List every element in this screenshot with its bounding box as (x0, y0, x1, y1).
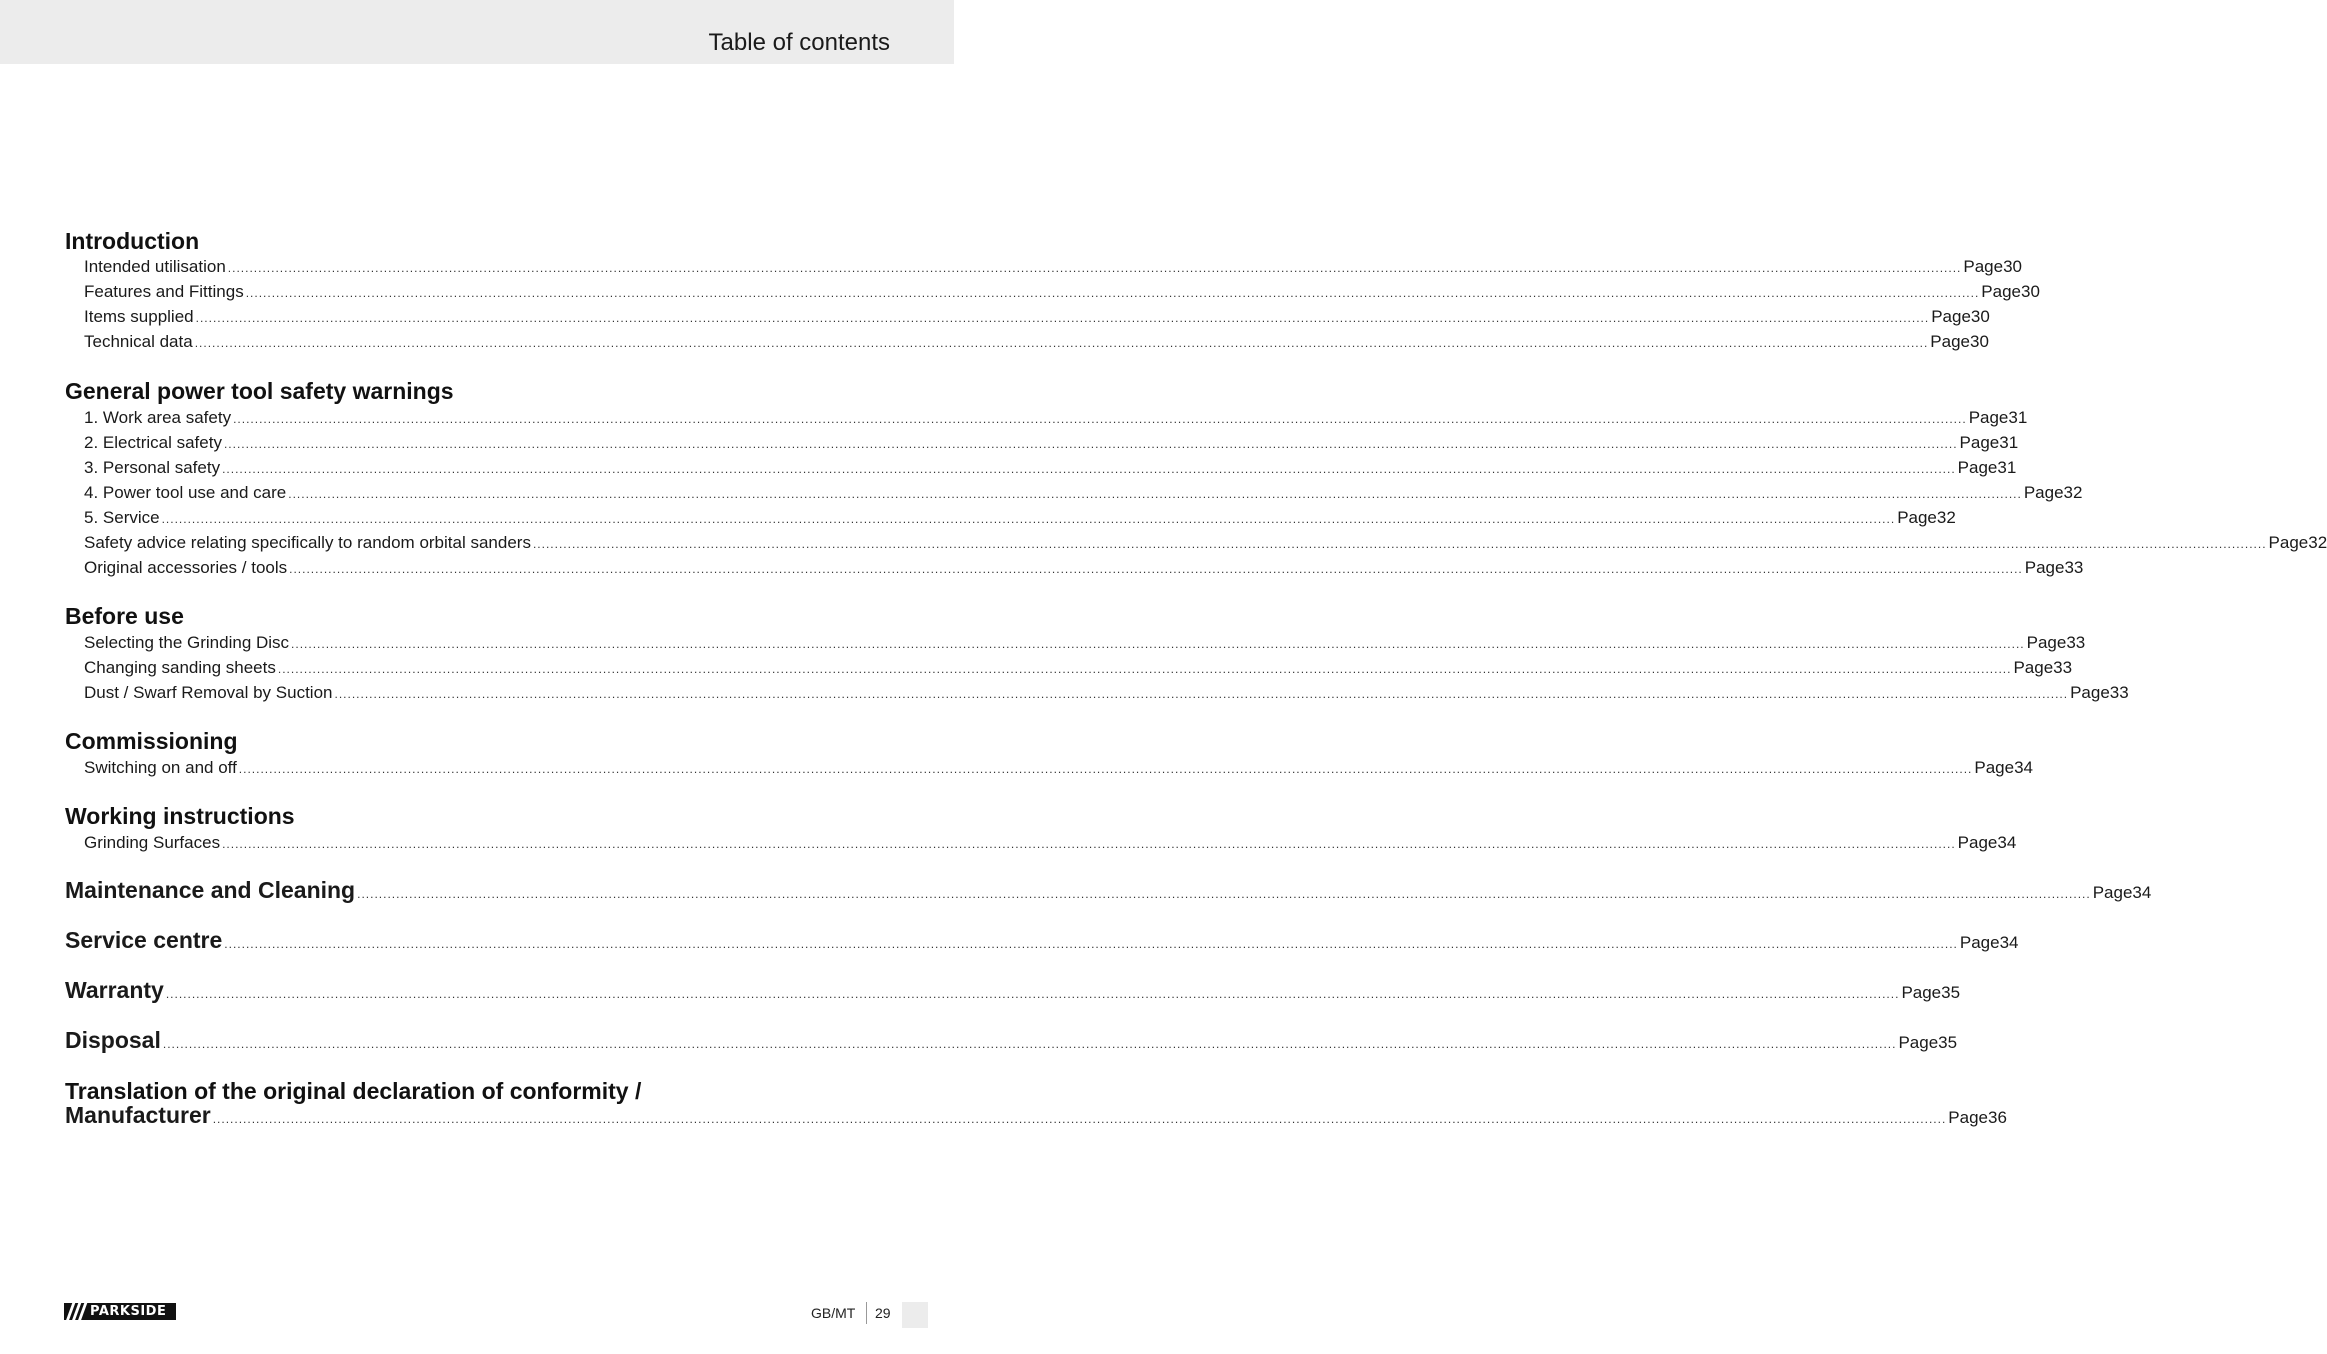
toc-leader-dots: ................................................................................................................................................................................................................................................................................................................................................................................................................ (238, 762, 1973, 776)
toc-leader-dots: ................................................................................................................................................................................................................................................................................................................................................................................................................ (532, 537, 2267, 551)
toc-leader-dots: ................................................................................................................................................................................................................................................................................................................................................................................................................ (222, 462, 1956, 476)
page-number: 32 (2308, 533, 2327, 552)
toc-entry-label: Service centre (65, 927, 223, 953)
toc-page-ref (1960, 431, 2019, 455)
page-word: Page (1898, 1033, 1939, 1052)
page-number: 30 (2003, 257, 2022, 276)
page-number: 32 (2063, 483, 2083, 502)
footer-tab-marker (902, 1302, 928, 1328)
toc-page-ref (1931, 305, 1990, 329)
toc-entry[interactable] (84, 831, 2017, 855)
page-word: Page (2023, 483, 2064, 502)
toc-page-ref (2013, 656, 2072, 680)
toc-entry[interactable] (84, 255, 2022, 279)
section-title: Introduction (65, 228, 200, 254)
logo-stripes-icon (64, 1303, 90, 1320)
toc-entry-label: Technical data (84, 332, 193, 351)
toc-entry-label: Disposal (65, 1027, 161, 1053)
page-number: 34 (2132, 883, 2152, 902)
toc-page-ref (2093, 881, 2152, 905)
section-title: Commissioning (65, 728, 238, 754)
page-word: Page (1963, 257, 2004, 276)
toc-page-ref (1930, 330, 1989, 354)
toc-entry-label: 2. Electrical safety (84, 433, 222, 452)
page-number: 30 (1969, 332, 1989, 351)
page-number: 35 (1938, 1033, 1958, 1052)
toc-entry-label: 1. Work area safety (84, 408, 232, 427)
page-number: 30 (2021, 282, 2040, 301)
page-number: 34 (1999, 933, 2019, 952)
toc-leader-dots: ................................................................................................................................................................................................................................................................................................................................................................................................................ (223, 437, 1958, 451)
toc-entry-label: Manufacturer (65, 1102, 211, 1128)
page-number: 31 (1997, 458, 2017, 477)
toc-leader-dots: ................................................................................................................................................................................................................................................................................................................................................................................................................ (245, 286, 1980, 300)
toc-leader-dots: ................................................................................................................................................................................................................................................................................................................................................................................................................ (224, 937, 1958, 951)
toc-entry-label: 5. Service (84, 508, 160, 527)
page-number: 35 (1941, 983, 1961, 1002)
page-number: 30 (1970, 307, 1990, 326)
toc-leader-dots: ................................................................................................................................................................................................................................................................................................................................................................................................................ (222, 837, 1956, 851)
toc-entry-label: 4. Power tool use and care (84, 483, 287, 502)
page-number: 33 (2066, 633, 2086, 652)
toc-entry[interactable] (84, 330, 1989, 354)
toc-leader-dots: ................................................................................................................................................................................................................................................................................................................................................................................................................ (165, 987, 1900, 1001)
toc-page-ref (2024, 481, 2083, 505)
toc-page-ref (1974, 756, 2033, 780)
section-title: General power tool safety warnings (65, 378, 454, 404)
page-number: 31 (1999, 433, 2019, 452)
toc-entry[interactable] (84, 656, 2073, 680)
toc-entry[interactable] (84, 456, 2017, 480)
page-word: Page (1959, 433, 2000, 452)
toc-page-ref (1969, 406, 2028, 430)
toc-entry-label: Items supplied (84, 307, 194, 326)
toc-main-entry[interactable] (65, 877, 2152, 903)
toc-entry[interactable] (84, 481, 2083, 505)
page-number: 34 (2014, 758, 2034, 777)
toc-entry-label: Changing sanding sheets (84, 658, 276, 677)
toc-leader-dots: ................................................................................................................................................................................................................................................................................................................................................................................................................ (357, 887, 2091, 901)
parkside-logo (64, 1303, 176, 1320)
toc-entry-label: Safety advice relating specifically to random orbital sanders (84, 533, 531, 552)
page-word: Page (2024, 558, 2065, 577)
toc-page-ref (2025, 556, 2084, 580)
footer-page-number: 29 (875, 1305, 891, 1321)
page-word: Page (1901, 983, 1942, 1002)
toc-entry[interactable] (84, 531, 2327, 555)
toc-page-ref (1958, 831, 2017, 855)
page-number: 33 (2053, 658, 2073, 677)
page-number: 32 (1936, 508, 1956, 527)
section-title: Working instructions (65, 803, 295, 829)
toc-page-ref (1960, 931, 2019, 955)
toc-leader-dots: ................................................................................................................................................................................................................................................................................................................................................................................................................ (212, 1112, 1947, 1126)
toc-entry[interactable] (84, 681, 2129, 705)
section-title: Before use (65, 603, 184, 629)
toc-main-entry[interactable] (65, 1027, 1958, 1053)
toc-entry-label: Original accessories / tools (84, 558, 288, 577)
page-word: Page (2026, 633, 2067, 652)
toc-entry[interactable] (84, 406, 2028, 430)
toc-page-ref (1981, 280, 2040, 304)
toc-page-ref (1958, 456, 2017, 480)
toc-entry-label: Dust / Swarf Removal by Suction (84, 683, 333, 702)
toc-entry-label: Grinding Surfaces (84, 833, 221, 852)
toc-page-ref (1901, 981, 1960, 1005)
page-word: Page (2268, 533, 2309, 552)
page-word: Page (1959, 933, 2000, 952)
page-word: Page (2013, 658, 2054, 677)
toc-leader-dots: ................................................................................................................................................................................................................................................................................................................................................................................................................ (227, 261, 1962, 275)
toc-entry[interactable] (84, 280, 2040, 304)
page-header (0, 0, 954, 64)
toc-page-ref (2070, 681, 2129, 705)
toc-entry-label: Switching on and off (84, 758, 237, 777)
toc-leader-dots: ................................................................................................................................................................................................................................................................................................................................................................................................................ (277, 662, 2012, 676)
toc-leader-dots: ................................................................................................................................................................................................................................................................................................................................................................................................................ (162, 1037, 1897, 1051)
footer-divider (866, 1302, 867, 1324)
toc-page-ref (1898, 1031, 1957, 1055)
page-number: 31 (2008, 408, 2028, 427)
toc-page-ref (1963, 255, 2022, 279)
page-number: 36 (1988, 1108, 2007, 1127)
toc-main-entry[interactable] (65, 977, 1961, 1003)
toc-page-ref (1948, 1106, 2007, 1130)
toc-leader-dots: ................................................................................................................................................................................................................................................................................................................................................................................................................ (195, 311, 1930, 325)
toc-main-entry[interactable] (65, 1102, 2007, 1128)
toc-leader-dots: ................................................................................................................................................................................................................................................................................................................................................................................................................ (334, 687, 2069, 701)
toc-leader-dots: ................................................................................................................................................................................................................................................................................................................................................................................................................ (291, 637, 2025, 651)
toc-leader-dots: ................................................................................................................................................................................................................................................................................................................................................................................................................ (194, 336, 1929, 350)
toc-entry[interactable] (84, 506, 1956, 530)
page-number: 33 (2064, 558, 2084, 577)
page-word: Page (1957, 458, 1998, 477)
toc-entry[interactable] (84, 756, 2034, 780)
toc-entry-label: Features and Fittings (84, 282, 244, 301)
logo-brand-text: PARKSIDE (90, 1304, 167, 1319)
page-word: Page (2070, 683, 2110, 702)
page-number: 34 (1997, 833, 2017, 852)
page-word: Page (2092, 883, 2133, 902)
page-word: Page (1968, 408, 2009, 427)
page-title: Table of contents (708, 29, 890, 56)
toc-entry-label: Maintenance and Cleaning (65, 877, 356, 903)
toc-page-ref (1897, 506, 1956, 530)
toc-entry-label: Intended utilisation (84, 257, 226, 276)
toc-entry-label: Warranty (65, 977, 164, 1003)
page-word: Page (1981, 282, 2021, 301)
toc-entry[interactable] (84, 556, 2084, 580)
toc-leader-dots: ................................................................................................................................................................................................................................................................................................................................................................................................................ (289, 562, 2023, 576)
page-word: Page (1948, 1108, 1988, 1127)
toc-entry[interactable] (84, 631, 2086, 655)
page-word: Page (1931, 307, 1971, 326)
toc-leader-dots: ................................................................................................................................................................................................................................................................................................................................................................................................................ (161, 512, 1896, 526)
footer-language: GB/MT (811, 1305, 856, 1321)
toc-main-entry[interactable] (65, 927, 2019, 953)
page-word: Page (1930, 332, 1970, 351)
toc-entry-label: Selecting the Grinding Disc (84, 633, 290, 652)
page-word: Page (1974, 758, 2015, 777)
toc-leader-dots: ................................................................................................................................................................................................................................................................................................................................................................................................................ (288, 487, 2022, 501)
page-number: 33 (2109, 683, 2129, 702)
toc-page-ref (2269, 531, 2327, 555)
toc-entry-label: 3. Personal safety (84, 458, 221, 477)
page-word: Page (1957, 833, 1998, 852)
toc-leader-dots: ................................................................................................................................................................................................................................................................................................................................................................................................................ (233, 412, 1967, 426)
toc-entry[interactable] (84, 305, 1990, 329)
page-word: Page (1897, 508, 1937, 527)
toc-page-ref (2027, 631, 2086, 655)
toc-entry[interactable] (84, 431, 2019, 455)
declaration-title: Translation of the original declaration of conformity / (65, 1078, 642, 1104)
